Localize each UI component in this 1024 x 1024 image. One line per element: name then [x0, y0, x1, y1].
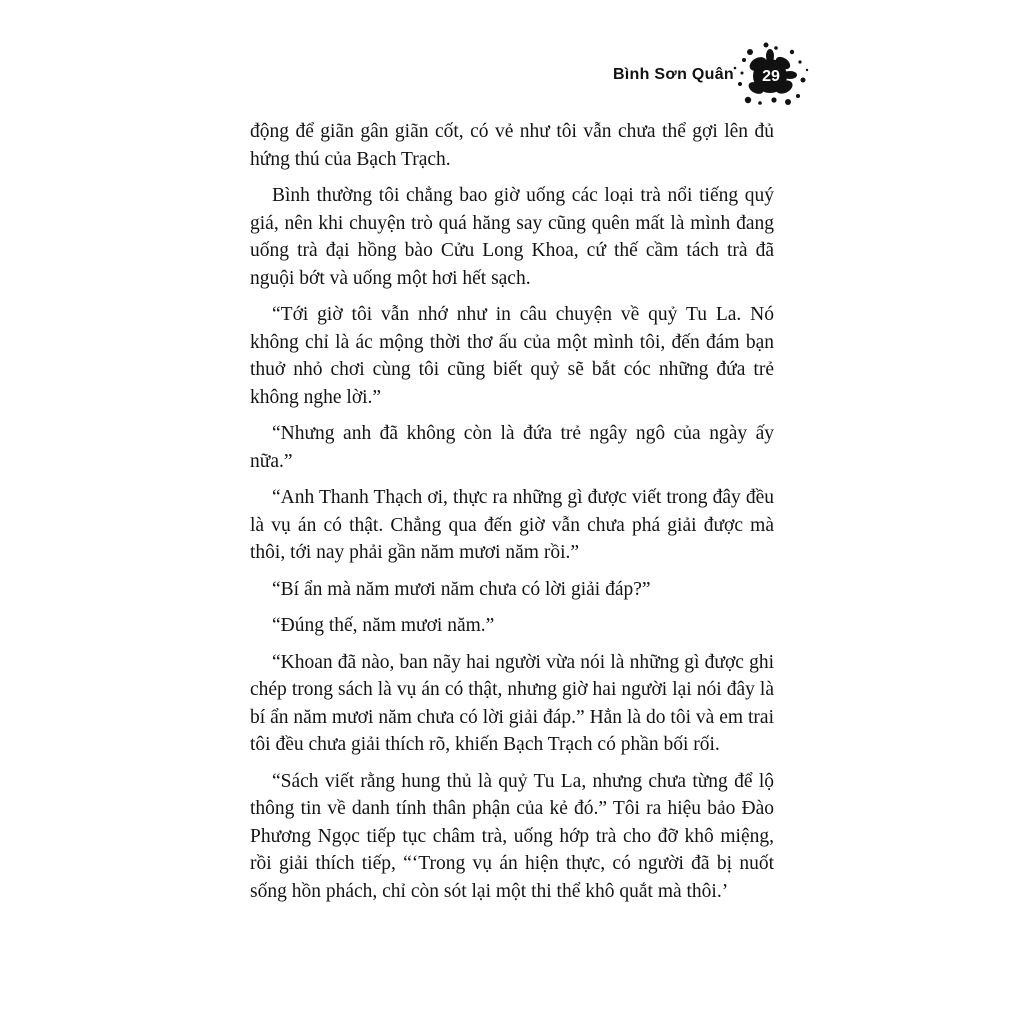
paragraph: “Anh Thanh Thạch ơi, thực ra những gì được viết trong đây đều là vụ án có thật. Chẳng qua đến giờ vẫn chưa phá giải được mà thôi, tới nay phải gần năm mươi năm rồi.” — [250, 487, 774, 563]
paragraph: “Khoan đã nào, ban nãy hai người vừa nói là những gì được ghi chép trong sách là vụ án có thật, nhưng giờ hai người lại nói đây là bí ẩn năm mươi năm chưa có lời giải đáp.” Hẳn là do tôi và em trai tôi đều chưa giải thích rõ, khiến Bạch Trạch có phần bối rối. — [250, 651, 774, 755]
page-number: 29 — [762, 68, 780, 85]
running-title: Bình Sơn Quân — [612, 66, 734, 83]
paragraph: “Sách viết rằng hung thủ là quỷ Tu La, nhưng chưa từng để lộ thông tin về danh tính thân phận của kẻ đó.” Tôi ra hiệu bảo Đào Phương Ngọc tiếp tục châm trà, uống hớp trà cho đỡ khô miệng, rồi giải thích tiếp, “‘Trong vụ án hiện thực, có người đã bị nuốt sống hồn phách, chỉ còn sót lại một thi thể khô quắt mà thôi.’ — [250, 770, 774, 902]
paragraph: Bình thường tôi chẳng bao giờ uống các loại trà nổi tiếng quý giá, nên khi chuyện trò quá hăng say cũng quên mất là mình đang uống trà đại hồng bào Cửu Long Khoa, cứ thế cầm tách trà đã nguội bớt và uống một hơi hết sạch. — [250, 185, 774, 289]
paragraph: “Đúng thế, năm mươi năm.” — [272, 615, 495, 636]
body-text — [250, 118, 774, 914]
page-header — [600, 40, 820, 120]
paragraph: động để giãn gân giãn cốt, có vẻ như tôi vẫn chưa thể gợi lên đủ hứng thú của Bạch Trạch. — [250, 121, 774, 170]
paragraph: “Tới giờ tôi vẫn nhớ như in câu chuyện về quỷ Tu La. Nó không chỉ là ác mộng thời thơ ấu của một mình tôi, đến đám bạn thuở nhỏ chơi cùng tôi cũng biết quỷ sẽ bắt cóc những đứa trẻ không nghe lời.” — [250, 304, 774, 408]
paragraph: “Bí ẩn mà năm mươi năm chưa có lời giải đáp?” — [272, 578, 651, 600]
paragraph: “Nhưng anh đã không còn là đứa trẻ ngây ngô của ngày ấy nữa.” — [250, 423, 774, 472]
